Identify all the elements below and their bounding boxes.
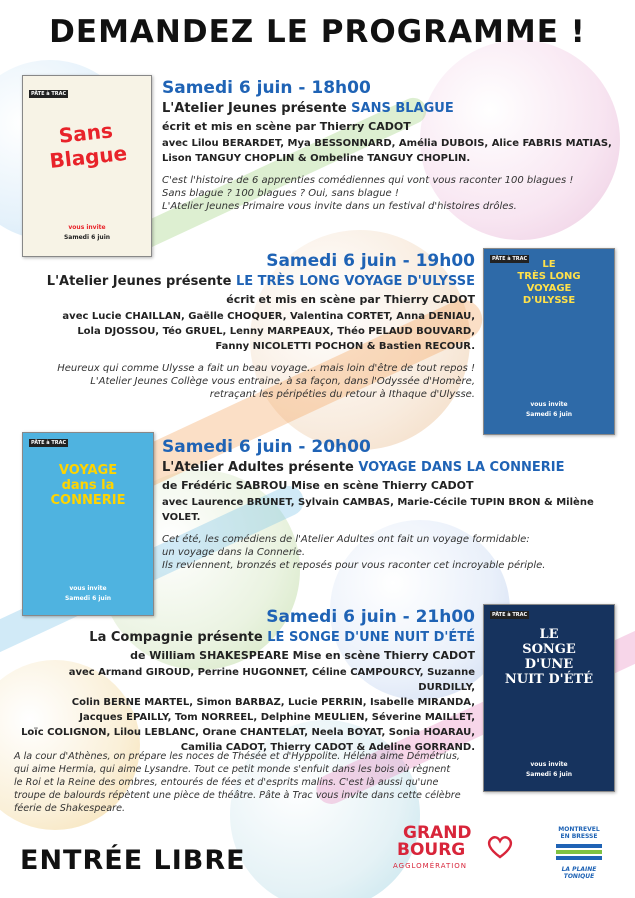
show-cast: avec Lilou BERARDET, Mya BESSONNARD, Amélia DUBOIS, Alice FABRIS MATIAS, Lison TANGUY CHOPLIN & Ombeline TANGUY CHOPLIN.: [162, 138, 612, 164]
plaine-tonique-bottom1: LA PLAINE: [561, 866, 597, 873]
poster-title: [484, 259, 614, 307]
plaine-tonique-bottom2: TONIQUE: [563, 873, 595, 880]
poster-title-line: NUIT D'ÉTÉ: [504, 672, 594, 687]
show-play-title: VOYAGE DANS LA CONNERIE: [358, 460, 565, 475]
show-date: Samedi 6 juin - 20h00: [162, 437, 371, 457]
poster-invite: vous invite: [530, 761, 568, 768]
show-sans-blague: [162, 78, 622, 213]
poster-logo: PÂTE à TRAC: [31, 91, 67, 97]
show-play-title: LE TRÈS LONG VOYAGE D'ULYSSE: [235, 274, 475, 289]
poster-title-line: D'UNE: [524, 657, 574, 672]
poster-invite: vous invite: [530, 401, 568, 408]
poster-title-line: TRÈS LONG: [517, 271, 581, 282]
show-connerie: [162, 437, 622, 572]
show-presenter: La Compagnie présente LE SONGE D'UNE NUIT D'ÉTÉ: [89, 630, 475, 645]
poster-connerie: [22, 432, 154, 616]
grand-bourg-logo: [393, 825, 523, 885]
show-presenter: L'Atelier Jeunes présente SANS BLAGUE: [162, 101, 454, 116]
free-entry: ENTRÉE LIBRE: [20, 845, 246, 876]
poster-date: Samedi 6 juin: [525, 771, 573, 778]
poster-title: [484, 627, 614, 687]
poster-title: [23, 463, 153, 508]
show-description: Heureux qui comme Ulysse a fait un beau voyage... mais loin d'être de tout repos ! L'Atelier Jeunes Collège vous entraine, à sa façon, dans l'Odyssée d'Homère, retraçant les péripéties du retour à Ithaque d'Ulysse.: [57, 363, 475, 400]
show-presenter: L'Atelier Jeunes présente LE TRÈS LONG VOYAGE D'ULYSSE: [46, 274, 475, 289]
show-cast: avec Laurence BRUNET, Sylvain CAMBAS, Marie-Cécile TUPIN BRON & Milène VOLET.: [162, 497, 594, 523]
poster-title-line: LE: [539, 627, 559, 642]
show-credit: écrit et mis en scène par Thierry CADOT: [162, 120, 411, 133]
show-songe: [10, 607, 475, 755]
poster-title-line: D'ULYSSE: [522, 295, 576, 306]
poster-title-line: LE: [542, 259, 556, 270]
poster-songe: [483, 604, 615, 792]
poster-date: Samedi 6 juin: [63, 234, 111, 241]
show-play-title: SANS BLAGUE: [351, 101, 454, 116]
poster-invite: vous invite: [69, 585, 107, 592]
plaine-tonique-top2: EN BRESSE: [560, 833, 598, 840]
show-songe-description: [14, 750, 484, 815]
poster-logo: PÂTE à TRAC: [31, 440, 67, 446]
show-date: Samedi 6 juin - 18h00: [162, 78, 371, 98]
plaine-tonique-logo: [548, 826, 610, 888]
heart-icon: [485, 831, 515, 861]
poster-logo: PÂTE à TRAC: [492, 612, 528, 618]
poster-ulysse: [483, 248, 615, 435]
poster-title-line: VOYAGE: [526, 283, 572, 294]
show-cast: avec Lucie CHAILLAN, Gaëlle CHOQUER, Valentina CORTET, Anna DENIAU, Lola DJOSSOU, Téo GRUEL, Lenny MARPEAUX, Théo PELAUD BOUVARD, Fanny NICOLETTI POCHON & Bastien RECOUR.: [62, 311, 475, 352]
show-cast: avec Armand GIROUD, Perrine HUGONNET, Céline CAMPOURCY, Suzanne DURDILLY, Colin BERNE MARTEL, Simon BARBAZ, Lucie PERRIN, Isabelle MIRANDA, Jacques EPAILLY, Tom NORREEL, Delphine MEULIEN, Séverine MAILLET, Loïc COLIGNON, Lilou LEBLANC, Orane CHANTELAT, Neela BOYAT, Sonia HOARAU, Camilia CADOT, Thierry CADOT & Adeline GORRAND.: [21, 667, 475, 753]
waves-icon: [554, 842, 604, 864]
page-title: DEMANDEZ LE PROGRAMME !: [49, 14, 586, 50]
poster-title-line: SONGE: [522, 642, 576, 657]
show-credit: de Frédéric SABROU Mise en scène Thierry CADOT: [162, 479, 474, 492]
poster-title-line: CONNERIE: [50, 493, 126, 508]
poster-title-line: VOYAGE: [58, 463, 118, 478]
show-description: C'est l'histoire de 6 apprenties comédiennes qui vont vous raconter 100 blagues ! Sans blague ? 100 blagues ? Oui, sans blague ! L'Atelier Jeunes Primaire vous invite dans un festival d'histoires drôles.: [162, 175, 574, 212]
show-credit: écrit et mis en scène par Thierry CADOT: [226, 293, 475, 306]
show-date: Samedi 6 juin - 21h00: [266, 607, 475, 627]
poster-sans-blague: [22, 75, 152, 257]
show-ulysse: [10, 251, 475, 401]
poster-date: Samedi 6 juin: [64, 595, 112, 602]
plaine-tonique-top1: MONTREVEL: [558, 826, 600, 833]
poster-logo: PÂTE à TRAC: [492, 256, 528, 262]
show-play-title: LE SONGE D'UNE NUIT D'ÉTÉ: [267, 630, 475, 645]
show-presenter: L'Atelier Adultes présente VOYAGE DANS LA CONNERIE: [162, 460, 565, 475]
show-credit: de William SHAKESPEARE Mise en scène Thierry CADOT: [130, 649, 475, 662]
poster-title-line: Sans Blague: [48, 118, 129, 173]
show-date: Samedi 6 juin - 19h00: [266, 251, 475, 271]
poster-invite: vous invite: [68, 224, 106, 231]
grand-bourg-line2: BOURG: [397, 840, 466, 860]
show-description: Cet été, les comédiens de l'Atelier Adultes ont fait un voyage formidable: un voyage dans la Connerie. Ils reviennent, bronzés et reposés pour vous raconter cet incroyable périple.: [162, 534, 546, 571]
show-description: A la cour d'Athènes, on prépare les noces de Thésée et d'Hyppolite. Héléna aime Démétrius, qui aime Hermia, qui aime Lysandre. Tout ce petit monde s'enfuit dans les bois où règnent le Roi et la Reine des ombres, entourés de fées et d'esprits malins. C'est là aussi qu'une troupe de balourds répètent une pièce de théâtre. Pâte à Trac vous invite dans cette célèbre féerie de Shakespeare.: [14, 751, 461, 814]
poster-date: Samedi 6 juin: [525, 411, 573, 418]
poster-title-line: dans la: [61, 478, 115, 493]
grand-bourg-sub: AGGLOMÉRATION: [393, 862, 468, 870]
grand-bourg-line1: GRAND: [403, 823, 472, 843]
